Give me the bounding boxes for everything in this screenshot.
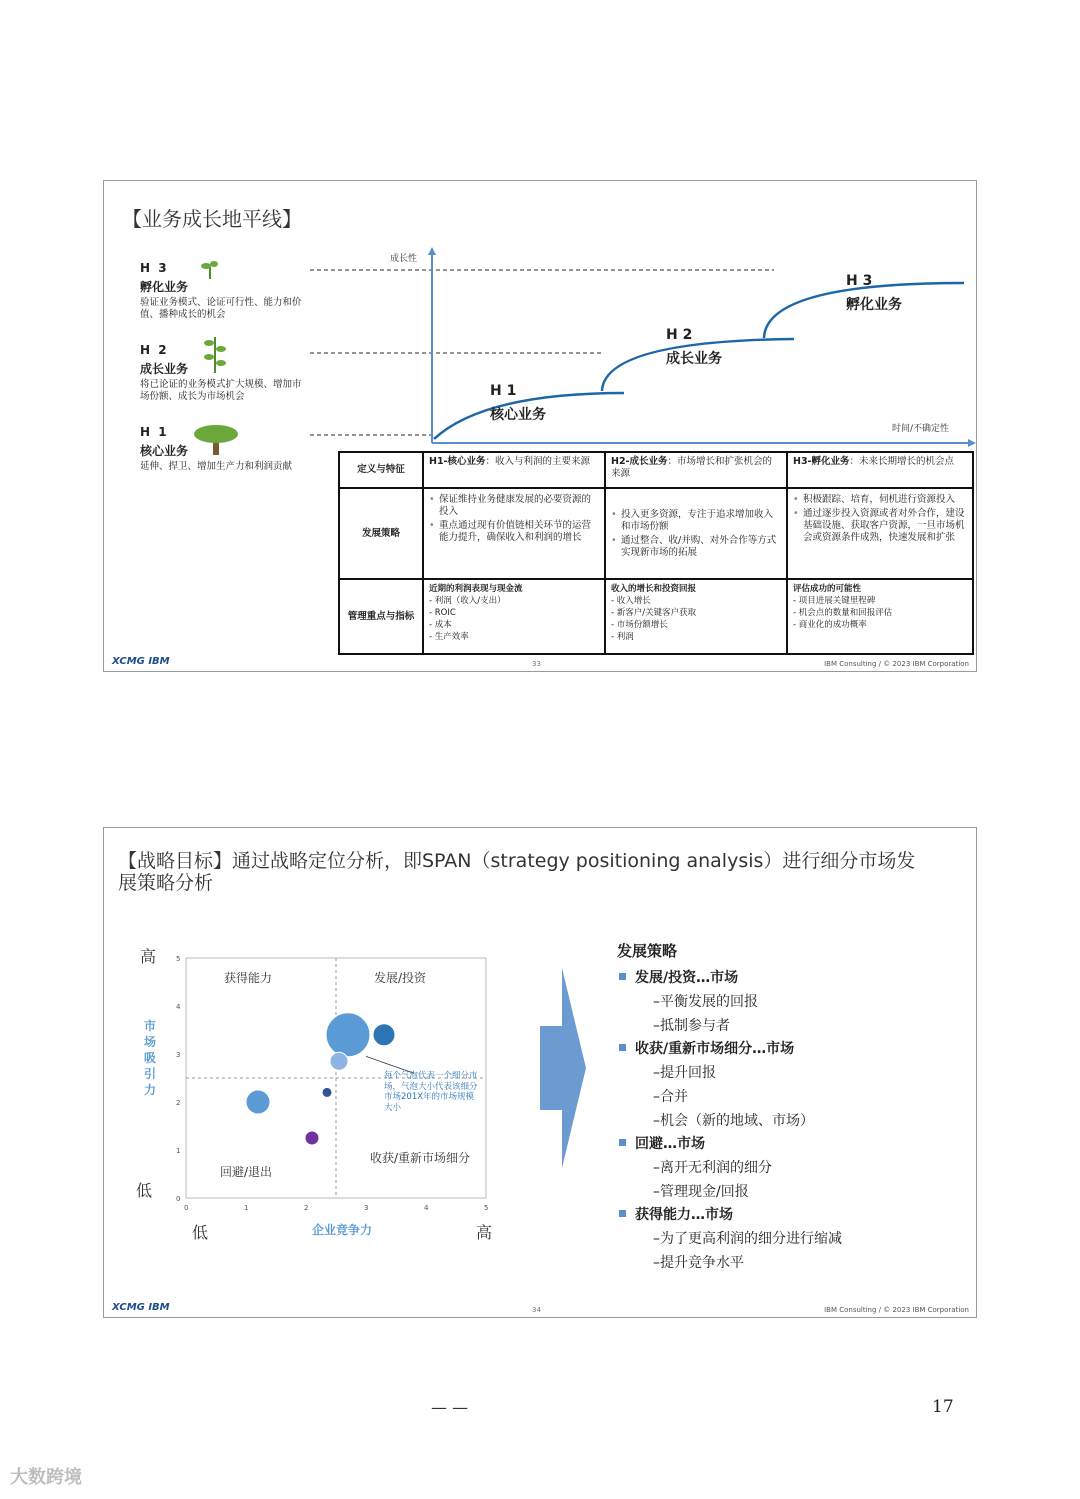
- strategy-sub: –合并: [653, 1089, 688, 1105]
- x-tick-label: 1: [244, 1204, 249, 1212]
- table-cell: [605, 488, 787, 579]
- chart-annotation: 每个气泡代表一个细分市场，气泡大小代表该细分市场201X年的市场规模大小: [384, 1071, 478, 1113]
- x-tick-label: 0: [184, 1204, 189, 1212]
- y-high-label: 高: [140, 947, 157, 966]
- row-header: 发展策略: [339, 488, 423, 579]
- bubble-point: [326, 1013, 370, 1057]
- tree-icon: [192, 424, 240, 456]
- strategy-sub: –提升回报: [653, 1065, 716, 1081]
- bubble-point: [373, 1024, 395, 1046]
- cell-text: ：市场增长和扩张机会的来源: [611, 456, 773, 479]
- cell-lead: H2-成长业务: [611, 456, 668, 467]
- table-cell: [423, 452, 605, 488]
- horizon-desc: 延伸、捍卫、增加生产力和利润贡献: [140, 461, 293, 472]
- cell-text: ：收入与利润的主要来源: [485, 456, 591, 467]
- quadrant-label: 发展/投资: [374, 971, 427, 985]
- table-cell: [787, 452, 973, 488]
- table-cell: [787, 579, 973, 654]
- page-number: 17: [932, 1397, 954, 1417]
- slide-title: [118, 850, 915, 894]
- cell-lead: H1-核心业务: [429, 456, 486, 467]
- x-tick-label: 3: [364, 1204, 369, 1212]
- h3-curve-code: H 3: [846, 273, 873, 289]
- y-axis-title-char: 场: [144, 1035, 157, 1049]
- list-item: • 通过逐步投入资源或者对外合作，建设基础设施、获取客户资源，一旦市场机会或资源条件成熟，快速发展和扩张: [793, 508, 967, 544]
- h1-curve-name: 核心业务: [490, 407, 546, 423]
- table-cell: [605, 452, 787, 488]
- horizon-code: H 3: [140, 261, 169, 275]
- table-row: [339, 452, 973, 488]
- y-tick-label: 1: [176, 1147, 181, 1155]
- horizon-name: 孵化业务: [140, 280, 189, 294]
- cell-head: 收入的增长和投资回报: [611, 584, 697, 595]
- strategy-group: 发展/投资…市场: [617, 967, 947, 987]
- h2-curve-code: H 2: [666, 327, 693, 343]
- quadrant-label: 回避/退出: [220, 1165, 273, 1179]
- x-axis-title: 企业竞争力: [312, 1223, 373, 1237]
- strategy-group: 回避…市场: [617, 1133, 947, 1153]
- horizon-chart: [304, 243, 976, 453]
- table-cell: [787, 488, 973, 579]
- y-low-label: 低: [136, 1181, 153, 1200]
- arrow-right-icon: [540, 968, 588, 1168]
- page-dash: — —: [431, 1398, 469, 1417]
- y-tick-label: 5: [176, 955, 181, 963]
- x-tick-label: 5: [484, 1204, 489, 1212]
- table-row: [339, 488, 973, 579]
- list-item: - 机会点的数量和回报评估: [793, 608, 893, 619]
- h2-curve-name: 成长业务: [666, 351, 722, 367]
- slide-span-analysis: [103, 827, 977, 1318]
- y-axis-title-char: 市: [144, 1019, 157, 1033]
- h3-curve-name: 孵化业务: [846, 297, 902, 313]
- slide-title: 【业务成长地平线】: [122, 207, 302, 231]
- y-axis-title: [144, 1018, 156, 1097]
- cell-head: 评估成功的可能性: [793, 584, 862, 595]
- list-item: - 利润: [611, 632, 634, 643]
- footer-copyright: IBM Consulting / © 2023 IBM Corporation: [824, 1306, 969, 1314]
- bubble-point: [246, 1090, 270, 1114]
- horizon-desc: 验证业务模式、论证可行性、能力和价值、播种成长的机会: [140, 297, 302, 320]
- x-high-label: 高: [476, 1223, 493, 1242]
- bubble-point: [322, 1087, 332, 1097]
- slide-page-number: 34: [532, 1306, 541, 1314]
- sapling-icon: [202, 333, 228, 375]
- title-line: 展策略分析: [118, 872, 214, 894]
- list-item: • 保证维持业务健康发展的必要资源的投入: [429, 494, 599, 518]
- y-tick-label: 4: [176, 1003, 181, 1011]
- list-item: - 生产效率: [429, 632, 469, 643]
- x-tick-label: 2: [304, 1204, 309, 1212]
- list-item: - 收入增长: [611, 596, 651, 607]
- x-axis-label: 时间/不确定性: [892, 424, 950, 434]
- horizon-h3: [140, 261, 310, 321]
- table-cell: [423, 579, 605, 654]
- y-axis-label: 成长性: [390, 254, 418, 264]
- strategy-group: 获得能力…市场: [617, 1204, 947, 1224]
- horizon-code: H 2: [140, 343, 169, 357]
- strategy-sub: –平衡发展的回报: [653, 994, 758, 1010]
- y-tick-label: 2: [176, 1099, 181, 1107]
- cell-text: ：未来长期增长的机会点: [849, 456, 955, 467]
- h1-curve-code: H 1: [490, 383, 517, 399]
- watermark: 大数跨境: [10, 1467, 82, 1488]
- cell-lead: H3-孵化业务: [793, 456, 850, 467]
- list-item: - 项目进展关键里程碑: [793, 596, 876, 607]
- list-item: • 积极跟踪、培育，伺机进行资源投入: [793, 494, 967, 506]
- list-item: • 重点通过现有价值链相关环节的运营能力提升，确保收入和利润的增长: [429, 520, 599, 544]
- list-item: - 市场份额增长: [611, 620, 668, 631]
- strategy-heading: 发展策略: [617, 942, 678, 960]
- title-line: 【战略目标】通过战略定位分析，即SPAN（strategy positioning analysis）进行细分市场发: [118, 850, 916, 872]
- bubble-point: [305, 1131, 319, 1145]
- strategy-sub: –管理现金/回报: [653, 1184, 749, 1200]
- strategy-sub: –抵制参与者: [653, 1018, 730, 1034]
- list-item: • 通过整合、收/并购、对外合作等方式实现新市场的拓展: [611, 535, 781, 559]
- horizons-table: [338, 451, 974, 655]
- y-axis-title-char: 引: [144, 1067, 157, 1081]
- row-header: 管理重点与指标: [339, 579, 423, 654]
- table-cell: [423, 488, 605, 579]
- x-tick-label: 4: [424, 1204, 429, 1212]
- table-cell: [605, 579, 787, 654]
- horizon-code: H 1: [140, 425, 169, 439]
- x-low-label: 低: [192, 1223, 209, 1242]
- footer-copyright: IBM Consulting / © 2023 IBM Corporation: [824, 660, 969, 668]
- footer-logo: XCMG IBM: [112, 1302, 170, 1313]
- strategy-sub: –为了更高利润的细分进行缩减: [653, 1231, 842, 1247]
- horizon-name: 核心业务: [140, 444, 189, 458]
- footer-logo: XCMG IBM: [112, 656, 170, 667]
- horizon-name: 成长业务: [140, 362, 189, 376]
- strategy-sub: –机会（新的地域、市场）: [653, 1113, 814, 1129]
- strategy-sub: –提升竞争水平: [653, 1255, 744, 1271]
- cell-head: 近期的利润表现与现金流: [429, 584, 523, 595]
- row-header: 定义与特征: [339, 452, 423, 488]
- y-tick-label: 3: [176, 1051, 181, 1059]
- strategy-sub: –离开无利润的细分: [653, 1160, 772, 1176]
- y-tick-label: 0: [176, 1195, 181, 1203]
- strategy-group: 收获/重新市场细分…市场: [617, 1038, 947, 1058]
- list-item: • 投入更多资源，专注于追求增加收入和市场份额: [611, 509, 781, 533]
- slide-page-number: 33: [532, 660, 541, 668]
- strategy-panel: [617, 940, 947, 1272]
- slide-business-horizons: [103, 180, 977, 672]
- y-axis-title-char: 力: [144, 1083, 157, 1097]
- list-item: - 成本: [429, 620, 452, 631]
- list-item: - 商业化的成功概率: [793, 620, 867, 631]
- list-item: - 新客户/关键客户获取: [611, 608, 697, 619]
- list-item: - 利润（收入/支出）: [429, 596, 506, 607]
- quadrant-label: 获得能力: [224, 971, 273, 985]
- y-axis-title-char: 吸: [144, 1051, 157, 1065]
- list-item: - ROIC: [429, 608, 456, 619]
- quadrant-label: 收获/重新市场细分: [370, 1151, 471, 1165]
- table-row: [339, 579, 973, 654]
- horizon-desc: 将已论证的业务模式扩大规模、增加市场份额、成长为市场机会: [140, 379, 302, 402]
- sprout-icon: [200, 259, 220, 281]
- bubble-point: [330, 1052, 348, 1070]
